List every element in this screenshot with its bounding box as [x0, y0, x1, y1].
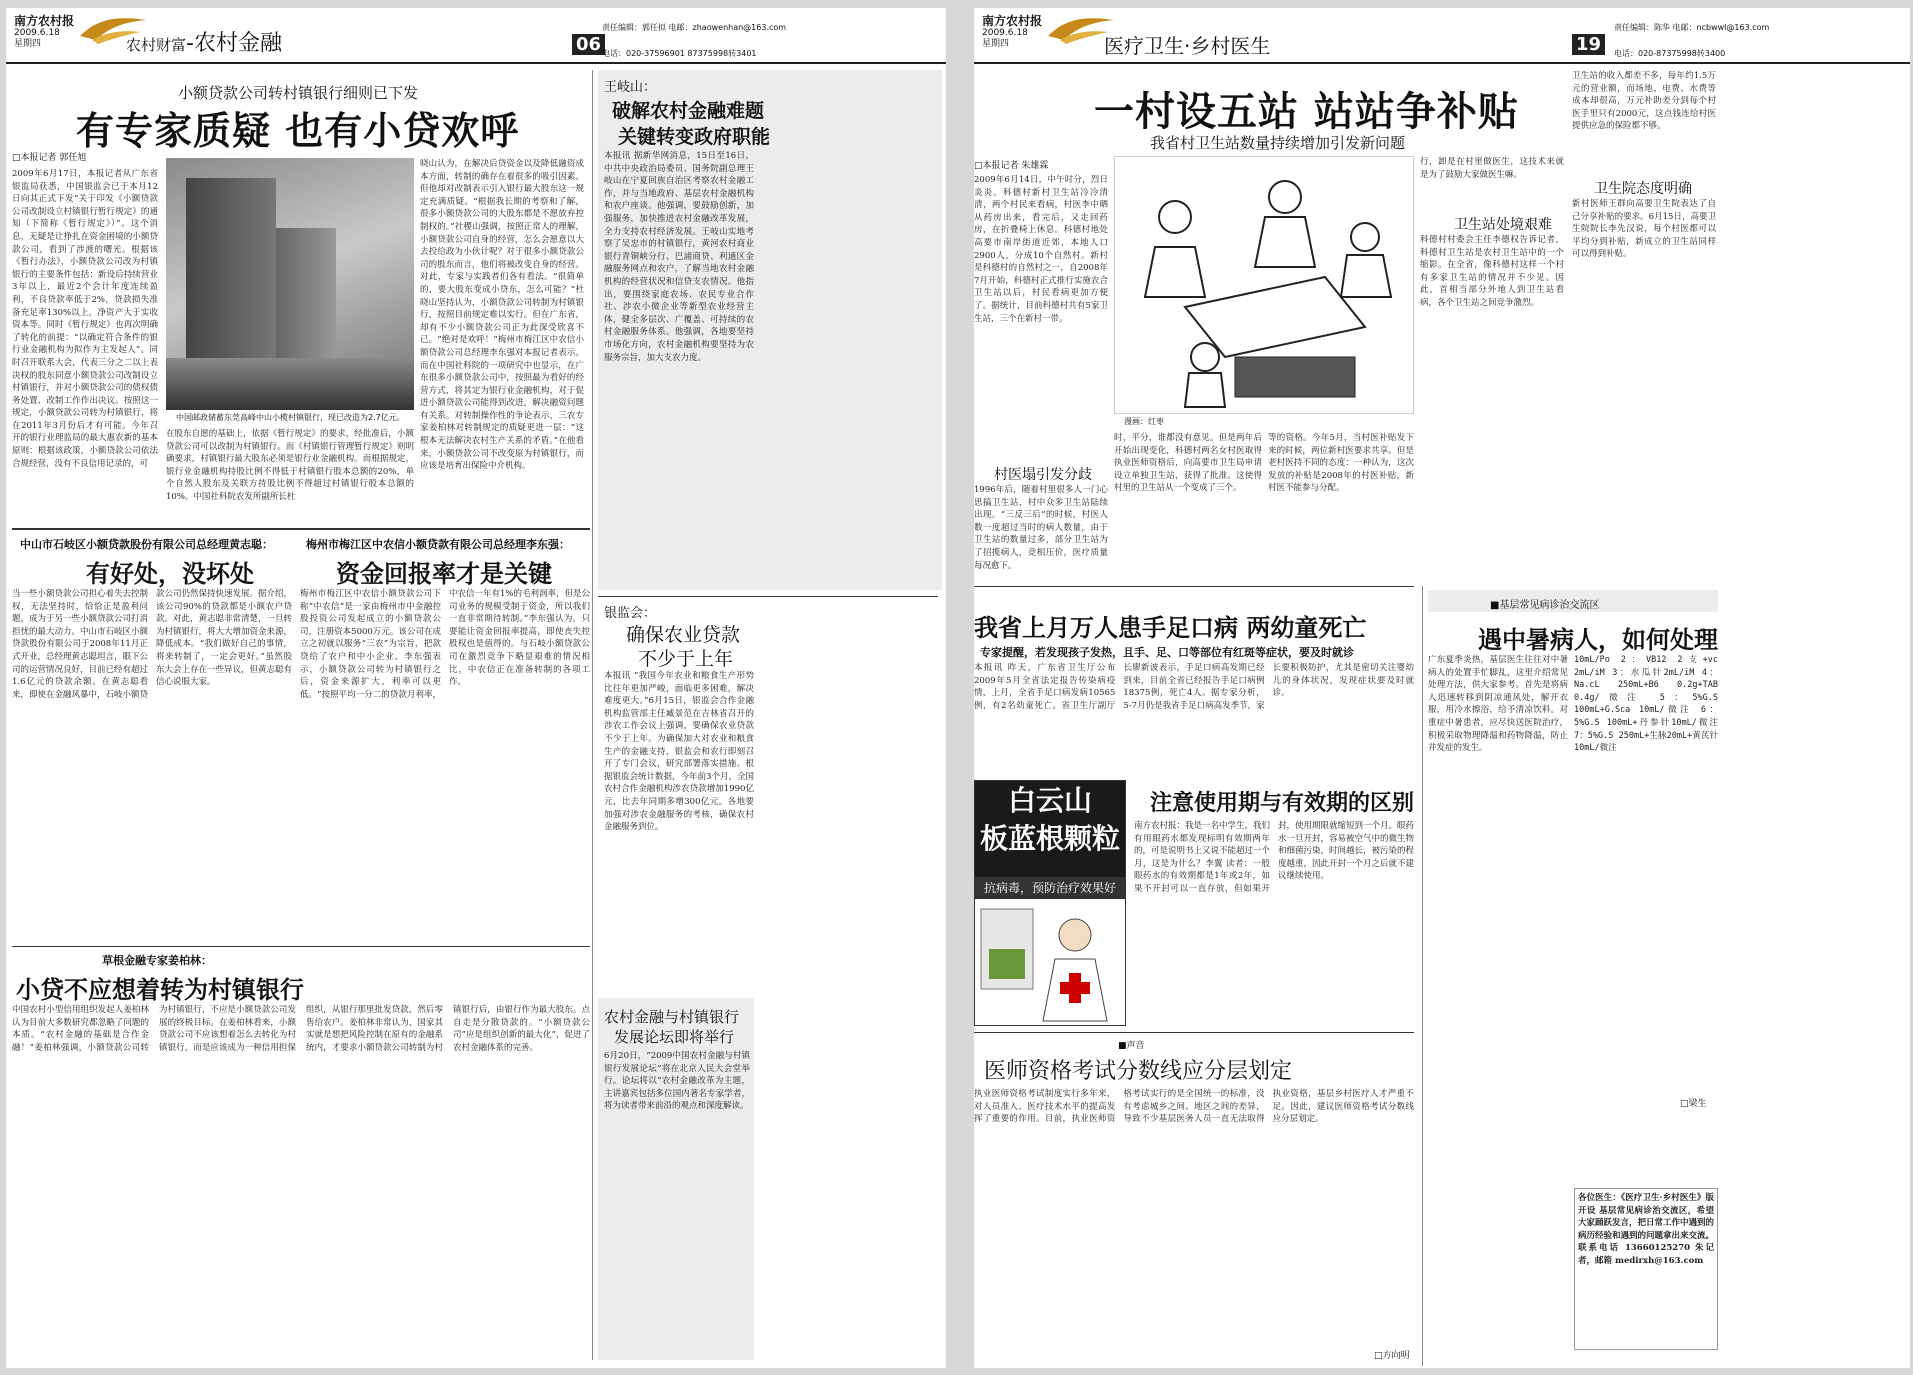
interview-body-2: 梅州市梅江区中农信小额贷款公司下称“中农信”是一家由梅州市中金融控股投资公司发起成立的小额贷款公司，注册资本5000万元。该公司在成立之初就以服务“三农”为宗旨，把款贷给了农户和中小企业。李东强表示，小额贷款公司转为村镇银行之后，资金来源扩大，利率可以更低。“按照平均一分二的贷款月利率，中农信一年有1%的毛利润率，但是公司业务的规模受制于资金，所以我们一直非常期待转制。”李东强认为，只要能让资金回报率提高，即使丧失控股权也是值得的。与石岐小额贷款公司在激烈竞争下略显艰难的情况相比，中农信正在准备转制的各项工作。 [300, 589, 590, 700]
lead-headline: 有专家质疑 也有小贷欢呼 [76, 108, 520, 153]
voice-tag: ■声音 [1118, 1041, 1145, 1051]
speaker-1: 中山市石岐区小额贷款股份有限公司总经理黄志聪： [20, 538, 273, 551]
side-headline-1: 破解农村金融难题 [612, 100, 765, 122]
prescription-list: 10mL/Po 2：VB12 2支+vc 2mL/iM 3：水瓜针2mL/iM 4：Na.cL 250mL+B6 0.2g+TAB 0.4g/微注 5：5%G.S 100mL+G.Sca 10mL/微注 6：5%G.S 100mL+丹参针10mL/微注 7：5%G.S 250mL+生脉20mL+黄芪针10mL/微注 [1574, 655, 1718, 754]
page-header-right [974, 8, 1910, 64]
phone-info: 电话：020-37596901 87375998转3401 [602, 49, 757, 58]
lead-column-3: 晓山认为，在解决后贷资金以及降低融资成本方面，转制的确存在着很多的吸引因素。但他却对改制表示引入银行最大股东这一规定充满质疑。“根据我长期的考察和了解，很多小额贷款公司的大股东都是不愿放弃控制权的。”社稷山强调，按照正常人的理解，小额贷款公司自身的经营，怎么会愿意以大去投给政为小伙计呢？对于很多小额贷款公司的股东而言，他们将被改变自身的经营。对此，专家与实践者们各有看法。“很简单的，要大股东变成小贷东，怎么可能？”杜晓山坚持认为，小额贷款公司转制为村镇银行，按照目前规定难以实行。但在广东省，却有不少小额贷款公司正为此深受欣喜不已。“绝对是欢呼！”梅州市梅江区中农信小额贷款公司总经理李东强对本报记者表示。而在中国社科院的一项研究中也显示，在广东很多小额贷款公司中，按照最为看好的经营方式，将其定为银行业金融机构，对于促进小额贷款公司能得到改进，解决融资问题有关系。对转制操作性的争论表示，三农专家姜柏林对转制规定的质疑更进一层：“这根本无法解决农村生产关系的矛盾。”在他看来，小额贷款公司不改变原为村镇银行，而应该是培育出保险中介机构。 [420, 159, 584, 472]
side-kicker: 王岐山： [604, 80, 657, 95]
lead-column-3: 1996年后，随着村里很多人一门心思搞卫生站，村中众多卫生站陆续出现。“三反三后”的时候，村医人数一度超过当时的病人数量，由于卫生站的数量过多，部分卫生站为了招揽病人，竞相压价，医疗质量每况愈下。 [974, 485, 1108, 571]
hfmd-body: 本报讯 昨天，广东省卫生厅公布2009年5月全省法定报告传染病疫情，上月，全省手足口病发病10565例，有2名幼童死亡。省卫生厅副厅长廖新波表示，手足口病高发期已经到来，目前全省已经报告手足口病例18375例，死亡4人。据专家分析，5-7月仍是我省手足口病高发季节，家长要积极防护，尤其是密切关注婴幼儿的身体状况，发现症状要及时就诊。 [974, 663, 1414, 711]
lead-column-2: 在股东自愿的基础上，依据《暂行规定》的要求，经批准后，小额贷款公司可以改制为村镇银行。而《村镇银行管理暂行规定》则明确要求，村镇银行最大股东必须是银行业金融机构。而根据规定，银行业金融机构持股比例不得低于村镇银行股本总额的20%，单个自然人股东及关联方持股比例不得超过村镇银行股本总额的10%。中国社科院农发所副所长杜 [166, 429, 414, 502]
lead-photo [166, 158, 414, 410]
issue-date-line1: 2009.6.18 [14, 28, 60, 38]
validity-body: 南方农村报：我是一名中学生，我们有用眼药水都发现标明有效期两年的，可是说明书上又说不能超过一个月，这是为什么？李翼 读者：一般眼药水的有效期都是1年或2年，如果不开封可以一直存放，但如果开封，使用期限就缩短到一个月。眼药水一旦开封，容易被空气中的微生物和细菌污染，时间越长，被污染的程度越重，因此开封一个月之后就不建议继续使用。 [1134, 821, 1414, 894]
interview-headline-3: 小贷不应想着转为村镇银行 [16, 975, 304, 1004]
cartoon-caption: 漫画：红枣 [1124, 417, 1164, 426]
cbrc-body: 本报讯 “我国今年农业和粮食生产形势比往年更加严峻，面临更多困难，解决难度更大。”6月15日，银监会合作金融机构监管部主任臧景范在吉林省召开的涉农工作会议上强调，要确保农业贷款不少于上年。为确保加大对农业和粮食生产的金融支持，银监会和农行即刻召开了专门会议，研究部署落实措施。根据银监会统计数据，今年前3个月，全国农村合作金融机构涉农贷款增加1990亿元，比去年同期多增300亿元。各地要加强对涉农金融服务的考核，确保农村金融服务到位。 [604, 671, 754, 833]
clinic-tag: ■基层常见病诊治交流区 [1490, 600, 1600, 611]
interview-body-3: 中国农村小型信用组织发起人姜柏林认为目前大多数研究都忽略了问题的本质。“农村金融的基础是合作金融！”姜柏林强调，小额贷款公司转为村镇银行，不应是小额贷款公司发展的终极目标。在姜柏林看来，小额贷款公司不应该想着怎么去转化为村镇银行，而是应该成为一种信用担保组织，从银行那里批发贷款，然后零售给农户。姜柏林非常认为，国家其实就是想把风险控制在原有的金融系统内，才要求小额贷款公司转制为村镇银行后，由银行作为最大股东。点自走是分散贷款的。“小额贷款公司”应是组织创新的最大化”，促进了农村金融体系的完善。 [12, 1005, 590, 1053]
validity-headline: 注意使用期与有效期的区别 [1150, 790, 1415, 816]
lead-column-5: 等的资格。今年5月，当村医补贴发下来的时候，两位新村医要求共享。但是老村医持不同的态度：一种认为，这次发放的补贴是2008年的村医补贴，新村医不能参与分配。 [1268, 433, 1414, 494]
lead-byline: □本报记者 郭任旭 [12, 153, 87, 163]
hfmd-headline: 我省上月万人患手足口病 两幼童死亡 [974, 613, 1367, 642]
section-rule-2 [12, 946, 590, 947]
speaker-2: 梅州市梅江区中农信小额贷款有限公司总经理李东强： [306, 538, 570, 551]
subhead-clinic-attitude: 卫生院态度明确 [1594, 181, 1692, 197]
forum-headline-2: 发展论坛即将举行 [614, 1028, 735, 1046]
column-divider [1422, 586, 1423, 1366]
exam-headline: 医师资格考试分数线应分层划定 [984, 1059, 1293, 1084]
lead-column-1: 2009年6月17日，本报记者从广东省银监局获悉，中国银监会已于本月12日向其正式下发“关于印发《小额贷款公司改制设立村镇银行暂行规定》的通知（下简称《暂行规定》）”。这个消息，无疑是让挣扎在资金困境的小额贷款公司，看到了涉渡的曙光。根据该《暂行办法》，小额贷款公司改为村镇银行的主要条件包括：新设后持续营业3年以上，最近2个会计年度连续盈利，不良贷款率低于2%，贷款损失准备充足率130%以上，净资产大于实收资本等。同时《暂行规定》也再次明确了转化的前提：“以确定符合条件的银行业金融机构为拟作为主发起人”。同时召开联系大会，代表三分之二以上表决权的股东同意小额贷款公司改制设立村镇银行，并对小额贷款公司的债权债务处置、改制工作作出决议。按照这一规定，小额贷款公司转为村镇银行，将在2011年3月份后才有可能。今年召开的银行业理监局的最大惠农新的基本原则：根据该政策，小额贷款公司依法合规经营，没有不良信用记录的，可 [12, 169, 158, 469]
masthead-logo: 南方农村报 [14, 14, 75, 28]
page-number: 19 [1572, 34, 1605, 55]
lead-column-8: 新村医师王群向高要卫生院表达了自己分享补贴的要求。6月15日，高要卫生院院长李先汉说，每个村医都可以平均分到补贴，新成立的卫生站同样可以得到补贴。 [1572, 199, 1716, 260]
lead-kicker: 小额贷款公司转村镇银行细则已下发 [178, 84, 419, 102]
heatstroke-signature: □梁生 [1680, 1099, 1707, 1109]
section-rule [974, 586, 1414, 587]
newspaper-page-left [6, 8, 946, 1368]
section-rule [12, 528, 590, 530]
subhead-dispute: 村医塌引发分歧 [994, 467, 1092, 483]
issue-weekday: 星期四 [982, 39, 1010, 49]
side-body: 本报讯 据新华网消息，15日至16日，中共中央政治局委员、国务院副总理王岐山在宁夏回族自治区考察农村金融工作，并与当地政府、基层农村金融机构和农户座谈。他强调，要鼓励创新，加强服务，加快推进农村金融改革发展，全力支持农村经济发展。王岐山实地考察了吴忠市的村镇银行，黄河农村商业银行青铜峡分行、巴浦商贷、利通区金融服务网点和农户，了解当地农村金融机构的经营状况和信贷支农情况。他指出，要围绕家庭农场、农民专业合作社、涉农小微企业等新型农业经营主体，健全多层次、广覆盖、可持续的农村金融服务体系。他强调，各地要坚持市场化方向，农村金融机构要坚持为农服务宗旨，加大支农力度。 [604, 151, 754, 363]
section-rule-2 [974, 1032, 1414, 1033]
forum-headline-1: 农村金融与村镇银行 [604, 1008, 740, 1026]
section-rule-3 [598, 596, 938, 597]
ad-doctor-icon [975, 899, 1126, 1026]
issue-date [14, 28, 60, 50]
section-title: 农村财富-农村金融 [126, 31, 282, 56]
section-sub: 农村金融 [193, 31, 282, 56]
forum-body: 6月20日，“2009中国农村金融与村镇银行发展论坛”将在北京人民大会堂举行。论坛将以“农村金融改革为主题，主讲嘉宾包括多位国内著名专家学者，将为读者带来前沿的观点和深度解读。 [604, 1051, 750, 1112]
subhead-difficulties: 卫生站处境艰难 [1454, 217, 1552, 233]
heatstroke-body: 广东夏季炎热，基层医生往往对中暑病人的处置手忙脚乱，这里介绍常见处理方法，供大家参考。首先是将病人迅速转移到阴凉通风处，解开衣服，用冷水擦浴，给予清凉饮料。对重症中暑患者，应尽快送医院治疗，积极采取物理降温和药物降温，防止并发症的发生。 [1428, 655, 1568, 754]
cartoon-drawing [1115, 157, 1414, 414]
newspaper-page-right [974, 8, 1910, 1368]
photo-street [166, 358, 414, 410]
editor-info: 责任编辑：陈华 电邮：ncbwwl@163.com [1614, 23, 1770, 32]
interview-headline-1: 有好处，没坏处 [86, 559, 254, 588]
issue-date-line1: 2009.6.18 [982, 28, 1028, 38]
cartoon-illustration [1114, 156, 1414, 414]
lead-photo-caption: 中国邮政储蓄东莞高峰中山小榄村镇银行，现已改造为2.7亿元。 [176, 413, 405, 422]
lead-column-6: 科德村村委会主任李德权告诉记者，科德村卫生站是农村卫生站中的一个缩影。在全省，像科德村这样一个村有多家卫生站的情况并不少见。因此，首相当部分外地人到卫生站看病，各个卫生站之间竞争激烈。 [1420, 235, 1564, 308]
speaker-3: 草根金融专家姜柏林： [102, 954, 212, 967]
ad-product-name: 板蓝根颗粒 [979, 822, 1120, 855]
cbrc-kicker: 银监会： [604, 606, 657, 621]
issue-date [982, 28, 1028, 50]
section-title: 医疗卫生·乡村医生 [1104, 34, 1271, 58]
section-main: 农村财富 [126, 36, 187, 54]
cbrc-headline-1: 确保农业贷款 [626, 624, 741, 646]
cbrc-headline-2: 不少于上年 [638, 648, 734, 670]
interview-body-1: 当一些小额贷款公司担心着失去控制权，无法坚持时，恰恰正是盈利问题，成为于另一些小额贷款公司打消担忧的最大动力。中山市石岐区小额贷款股份有限公司于2008年11月正式开业，总经理黄志聪坦言，眼下公司的运营情况良好，目前已经有超过1.6亿元的贷款余额。在黄志聪看来，即使在金融风暴中，石岐小额贷款公司仍然保持快速发展。据介绍，该公司90%的贷款都是小额农户贷款。对此，黄志聪非常清楚，一旦转为村镇银行，将大大增加资金来源，降低成本。“我们做好自己的事情，将来转制了，一定会更好。”虽然股东大会上存在一些异议，但黄志聪有信心说服大家。 [12, 589, 292, 700]
lead-column-1: 2009年6月14日，中午时分，烈日炎炎。科德村新村卫生站冷冷清清，两个村民来看病，村医李中晒从药房出来，看完后，又走回药房，在折叠椅上休息。科德村地处高要市南岸街道近郊，本地人口2900人，分成10个自然村。新村是科德村的自然村之一，自2008年7月开始，科德村正式推行实施农合卫生站以后，村民看病更加方便了。据统计，目前科德村共有5家卫生站，三个在新村一带。 [974, 175, 1108, 324]
lead-column-2: 行，卸是在村里做医生，这技术来就是为了鼓励大家做医生嘛。 [1420, 157, 1564, 180]
exam-body: 执业医师资格考试制度实行多年来，对人员准入、医疗技术水平的提高发挥了重要的作用。目前，执业医师资格考试实行的是全国统一的标准，没有考虑城乡之间、地区之间的差异，导致不少基层医务人员一直无法取得执业资格，基层乡村医疗人才严重不足。因此，建议医师资格考试分数线应分层划定。 [974, 1089, 1414, 1125]
editor-info: 责任编辑：郭任拟 电邮：zhaowenhan@163.com [602, 23, 787, 32]
lead-subheadline: 我省村卫生站数量持续增加引发新问题 [1150, 134, 1406, 152]
interview-headline-2: 资金回报率才是关键 [336, 559, 552, 588]
issue-weekday: 星期四 [14, 39, 42, 49]
ad-brand-name: 白云山 [1007, 784, 1092, 817]
ad-brand [975, 781, 1125, 877]
masthead-logo: 南方农村报 [982, 14, 1043, 28]
advertisement-banlangen [974, 780, 1126, 1026]
column-divider [592, 70, 593, 1360]
lead-headline: 一村设五站 站站争补贴 [1094, 88, 1519, 135]
heatstroke-headline: 遇中暑病人，如何处理 [1478, 625, 1718, 654]
lead-column-7: 卫生站的收入都差不多，每年约1.5万元的营业额，而场地、电费、水费等成本却很高，万元补助差分到每个村医手里只有2000元，这点钱连给村医提供应急的保险都不够。 [1572, 71, 1716, 132]
phone-info: 电话：020-87375998转3400 [1614, 49, 1726, 58]
page-header-left [6, 8, 946, 64]
lead-column-4: 时，平分，谁都没有意见。但是两年后开始出现变化，科德村两名女村医取得执业医师资格后，向高要市卫生局申请设立单独卫生站，获得了批准。这使得村里的卫生站从一个变成了三个。 [1114, 433, 1262, 494]
ad-slogan: 抗病毒，预防治疗效果好 [975, 877, 1125, 899]
page-number: 06 [572, 34, 605, 55]
exam-signature: □方向明 [1374, 1351, 1410, 1361]
contact-text: 各位医生：《医疗卫生·乡村医生》版开设 基层常见病诊治交流区，希望大家踊跃发言，把日常工作中遇到的病历经验和遇到的问题拿出来交流。联系电话 13660125270 朱记者，邮箱 medirxh@163.com [1578, 1193, 1714, 1266]
side-headline-2: 关键转变政府职能 [618, 126, 771, 148]
lead-byline: □本报记者 朱雄霖 [974, 161, 1049, 171]
hfmd-subheadline: 专家提醒，若发现孩子发热，且手、足、口等部位有红斑等症状，要及时就诊 [980, 646, 1354, 659]
